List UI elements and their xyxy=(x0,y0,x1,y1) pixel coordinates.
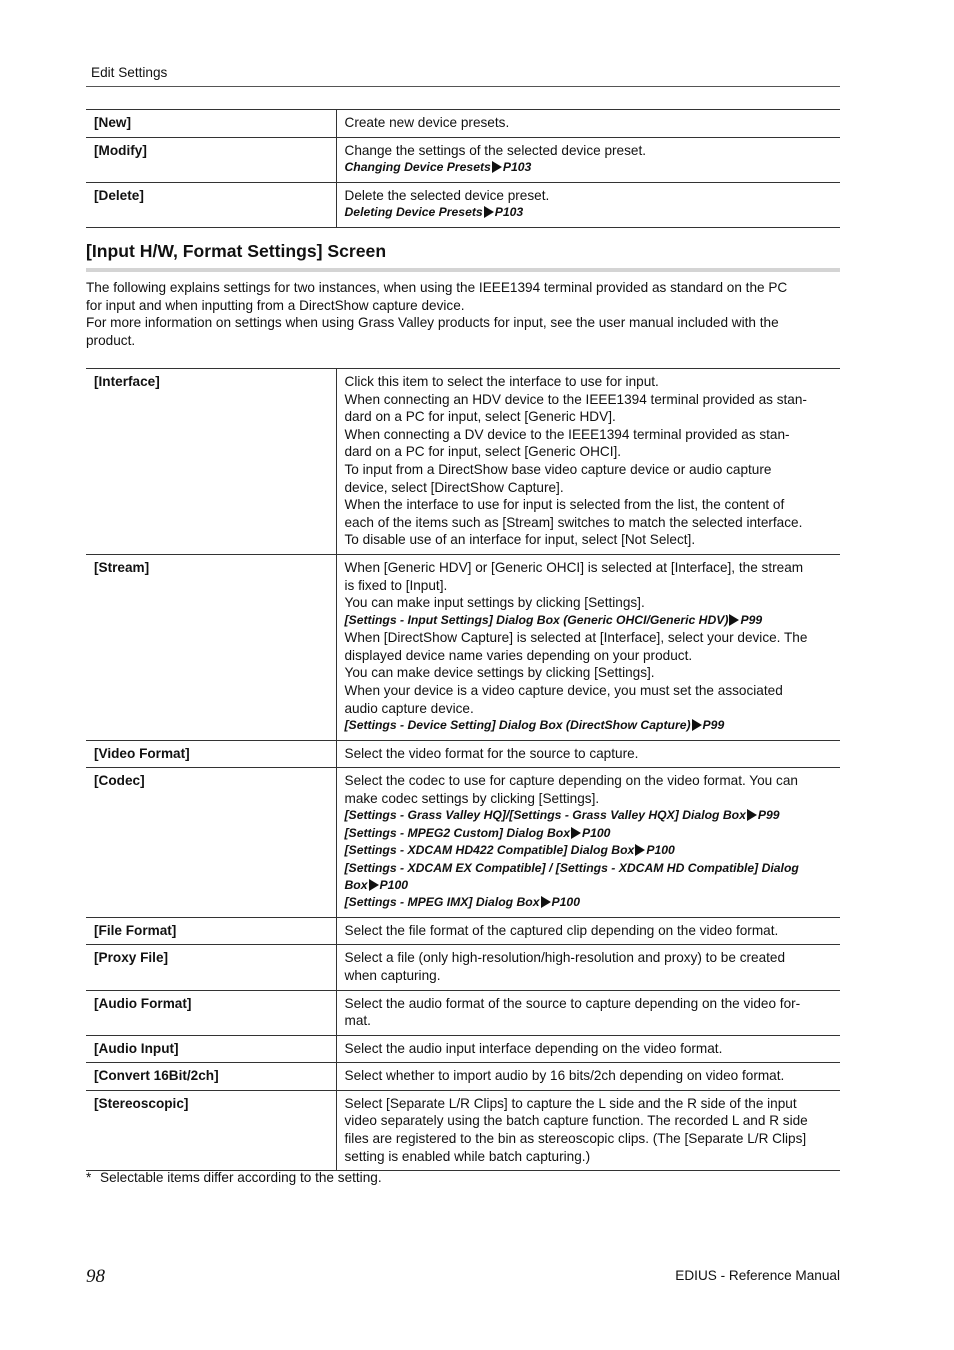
description-line: Delete the selected device preset. xyxy=(344,187,550,203)
cross-reference xyxy=(345,717,833,734)
arrow-right-icon xyxy=(571,827,581,839)
description-line: dard on a PC for input, select [Generic OHCI]. xyxy=(344,444,622,460)
manual-name: EDIUS - Reference Manual xyxy=(675,1268,840,1283)
description-line: displayed device name varies depending on your product. xyxy=(344,647,693,663)
page-number: 98 xyxy=(86,1266,105,1287)
description-line: When the interface to use for input is selected from the list, the content of xyxy=(344,497,785,513)
arrow-right-icon xyxy=(747,809,757,821)
description-line: When connecting an HDV device to the IEEE1394 terminal provided as stan- xyxy=(344,391,807,407)
arrow-right-icon xyxy=(541,896,551,908)
setting-name: [Stream] xyxy=(86,554,336,740)
description-line: when capturing. xyxy=(344,967,441,983)
setting-description xyxy=(336,945,840,990)
reference-page: P103 xyxy=(502,160,532,175)
description-line: When connecting a DV device to the IEEE1394 terminal provided as stan- xyxy=(344,426,790,442)
description-line: Select whether to import audio by 16 bits/2ch depending on video format. xyxy=(344,1068,785,1084)
reference-page: P99 xyxy=(702,718,725,733)
arrow-right-icon xyxy=(492,161,502,173)
footnote xyxy=(86,1169,382,1186)
section-title: [Input H/W, Format Settings] Screen xyxy=(86,241,387,261)
setting-name: [Audio Input] xyxy=(86,1035,336,1063)
description-line: setting is enabled while batch capturing.) xyxy=(344,1148,591,1164)
cross-reference: [Settings - XDCAM EX Compatible] / [Settings - XDCAM HD Compatible] Dialog xyxy=(344,860,799,875)
description-line: Select the video format for the source to capture. xyxy=(344,745,639,761)
table-row xyxy=(86,137,840,182)
setting-description xyxy=(336,917,840,945)
arrow-right-icon xyxy=(369,879,379,891)
header-rule xyxy=(86,86,840,87)
description-line: device, select [DirectShow Capture]. xyxy=(344,479,564,495)
description-line: make codec settings by clicking [Settings]. xyxy=(344,790,600,806)
setting-description xyxy=(336,1035,840,1063)
setting-name: [Modify] xyxy=(86,137,336,182)
table-row xyxy=(86,182,840,227)
table-row xyxy=(86,945,840,990)
setting-description xyxy=(336,1090,840,1170)
arrow-right-icon xyxy=(635,844,645,856)
reference-title: Deleting Device Presets xyxy=(344,205,483,220)
setting-description xyxy=(336,768,840,918)
description-line: dard on a PC for input, select [Generic HDV]. xyxy=(344,409,616,425)
intro-line: for input and when inputting from a DirectShow capture device. xyxy=(86,297,465,313)
footnote-text: Selectable items differ according to the setting. xyxy=(100,1170,382,1185)
description-line: audio capture device. xyxy=(344,700,474,716)
description-line: When your device is a video capture device, you must set the associated xyxy=(344,682,783,698)
table-row xyxy=(86,369,840,555)
description-line: When [DirectShow Capture] is selected at [Interface], select your device. The xyxy=(344,630,808,646)
description-line: You can make device settings by clicking [Settings]. xyxy=(344,665,655,681)
setting-description xyxy=(336,369,840,555)
setting-name: [File Format] xyxy=(86,917,336,945)
table-row xyxy=(86,990,840,1035)
cross-reference xyxy=(345,807,833,824)
reference-title: Changing Device Presets xyxy=(344,160,491,175)
intro-paragraph xyxy=(86,279,840,349)
description-line: Select the codec to use for capture depending on the video format. You can xyxy=(344,773,798,789)
description-line: video separately using the batch capture function. The recorded L and R side xyxy=(344,1113,808,1129)
cross-reference xyxy=(345,877,833,894)
cross-reference xyxy=(345,204,833,221)
table-row xyxy=(86,1035,840,1063)
reference-page: P100 xyxy=(646,843,675,858)
cross-reference xyxy=(345,894,833,911)
setting-description xyxy=(336,990,840,1035)
reference-title: [Settings - Grass Valley HQ]/[Settings - Grass Valley HQX] Dialog Box xyxy=(344,808,746,823)
reference-page: P103 xyxy=(494,205,524,220)
setting-description xyxy=(336,110,840,138)
cross-reference xyxy=(345,159,833,176)
arrow-right-icon xyxy=(484,206,494,218)
description-line: each of the items such as [Stream] switches to match the selected interface. xyxy=(344,514,803,530)
reference-page: P100 xyxy=(581,825,611,840)
reference-page: P100 xyxy=(551,895,580,910)
reference-title: [Settings - XDCAM HD422 Compatible] Dialog Box xyxy=(344,843,635,858)
setting-description xyxy=(336,554,840,740)
setting-name: [Delete] xyxy=(86,182,336,227)
arrow-right-icon xyxy=(729,614,739,626)
reference-title: [Settings - Device Setting] Dialog Box (DirectShow Capture) xyxy=(344,718,691,733)
cross-reference xyxy=(345,842,833,859)
reference-title: [Settings - MPEG2 Custom] Dialog Box xyxy=(344,825,570,840)
table-row xyxy=(86,1063,840,1091)
intro-line: product. xyxy=(86,332,136,348)
setting-name: [New] xyxy=(86,110,336,138)
preset-buttons-table xyxy=(86,109,840,228)
reference-page: P100 xyxy=(379,877,408,892)
description-line: To disable use of an interface for input, select [Not Select]. xyxy=(344,532,696,548)
footnote-mark: * xyxy=(86,1170,92,1185)
setting-name: [Codec] xyxy=(86,768,336,918)
description-line: Click this item to select the interface to use for input. xyxy=(344,374,659,389)
setting-description xyxy=(336,740,840,768)
description-line: files are registered to the bin as stereoscopic clips. (The [Separate L/R Clips] xyxy=(344,1131,807,1147)
description-line: Select the audio format of the source to capture depending on the video for- xyxy=(344,995,801,1011)
section-rule xyxy=(86,268,840,272)
intro-line: For more information on settings when using Grass Valley products for input, see the user manual included with the xyxy=(86,315,779,331)
description-line: Select a file (only high-resolution/high-resolution and proxy) to be created xyxy=(344,950,786,966)
table-row xyxy=(86,768,840,918)
input-settings-table xyxy=(86,368,840,1171)
reference-title: [Settings - MPEG IMX] Dialog Box xyxy=(344,895,540,910)
setting-name: [Video Format] xyxy=(86,740,336,768)
description-line: To input from a DirectShow base video capture device or audio capture xyxy=(344,461,772,477)
table-row xyxy=(86,917,840,945)
arrow-right-icon xyxy=(692,719,702,731)
intro-line: The following explains settings for two instances, when using the IEEE1394 terminal provided as standard on the PC xyxy=(86,280,788,295)
description-line: You can make input settings by clicking [Settings]. xyxy=(344,595,645,611)
description-line: Select the file format of the captured clip depending on the video format. xyxy=(344,922,779,938)
cross-reference xyxy=(345,612,833,629)
description-line: Change the settings of the selected device preset. xyxy=(344,142,647,158)
setting-description xyxy=(336,137,840,182)
cross-reference xyxy=(345,825,833,842)
setting-name: [Proxy File] xyxy=(86,945,336,990)
reference-title: [Settings - Input Settings] Dialog Box (Generic OHCI/Generic HDV) xyxy=(344,612,729,627)
description-line: mat. xyxy=(344,1013,371,1029)
setting-name: [Audio Format] xyxy=(86,990,336,1035)
description-line: Select the audio input interface depending on the video format. xyxy=(344,1040,723,1056)
table-row xyxy=(86,554,840,740)
table-row xyxy=(86,1090,840,1170)
setting-description xyxy=(336,182,840,227)
setting-description xyxy=(336,1063,840,1091)
reference-title: Box xyxy=(344,877,368,892)
table-row xyxy=(86,740,840,768)
description-line: Select [Separate L/R Clips] to capture the L side and the R side of the input xyxy=(344,1095,797,1111)
description-line: Create new device presets. xyxy=(344,115,510,130)
setting-name: [Interface] xyxy=(86,369,336,555)
setting-name: [Stereoscopic] xyxy=(86,1090,336,1170)
reference-page: P99 xyxy=(757,808,780,823)
description-line: is fixed to [Input]. xyxy=(344,577,448,593)
reference-page: P99 xyxy=(740,612,763,627)
table-row xyxy=(86,110,840,138)
description-line: When [Generic HDV] or [Generic OHCI] is selected at [Interface], the stream xyxy=(344,559,804,575)
setting-name: [Convert 16Bit/2ch] xyxy=(86,1063,336,1091)
running-header: Edit Settings xyxy=(91,65,168,80)
